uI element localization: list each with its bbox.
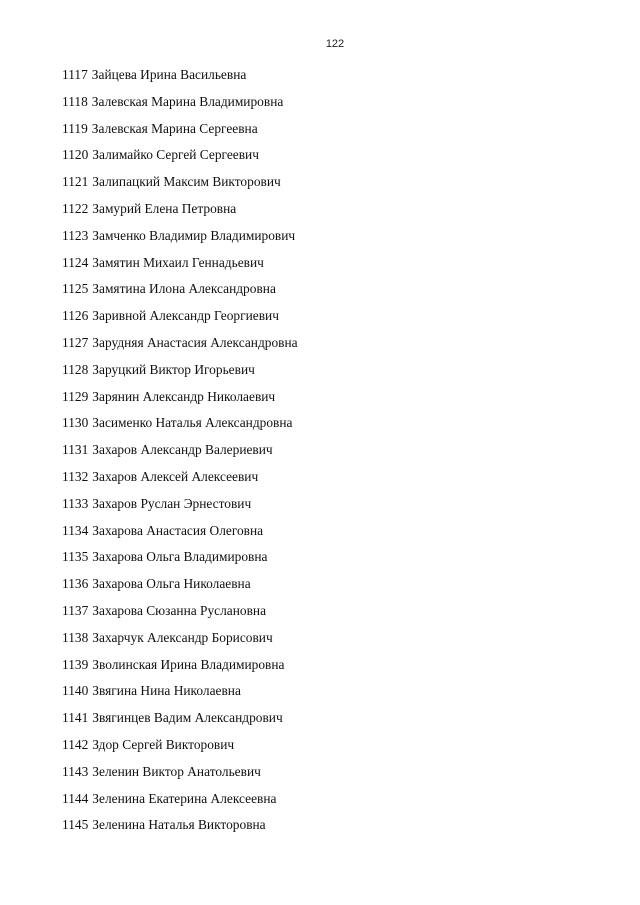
list-item <box>62 573 298 600</box>
entry-name: Захарова Ольга Николаевна <box>92 576 251 592</box>
list-item <box>62 359 298 386</box>
entry-number: 1140 <box>62 683 89 699</box>
entry-number: 1127 <box>62 334 89 350</box>
name-list <box>62 64 298 841</box>
entry-number: 1134 <box>62 522 89 538</box>
list-item <box>62 91 298 118</box>
list-item <box>62 278 298 305</box>
entry-name: Захаров Александр Валериевич <box>92 442 273 458</box>
entry-name: Залевская Марина Сергеевна <box>91 120 258 136</box>
list-item <box>62 546 298 573</box>
entry-number: 1133 <box>62 495 89 511</box>
list-item <box>62 118 298 145</box>
list-item <box>62 412 298 439</box>
list-item <box>62 64 298 91</box>
entry-name: Замятин Михаил Геннадьевич <box>92 254 264 270</box>
entry-number: 1131 <box>62 442 89 458</box>
entry-name: Здор Сергей Викторович <box>92 736 235 752</box>
entry-name: Залипацкий Максим Викторович <box>92 174 281 190</box>
list-item <box>62 520 298 547</box>
entry-name: Захарова Ольга Владимировна <box>92 549 268 565</box>
entry-name: Звягинцев Вадим Александрович <box>92 710 283 726</box>
list-item <box>62 466 298 493</box>
entry-number: 1139 <box>62 656 89 672</box>
entry-name: Зарудняя Анастасия Александровна <box>92 334 298 350</box>
entry-number: 1126 <box>62 308 89 324</box>
entry-number: 1130 <box>62 415 89 431</box>
list-item <box>62 761 298 788</box>
entry-number: 1142 <box>62 736 89 752</box>
entry-name: Звягина Нина Николаевна <box>92 683 241 699</box>
entry-name: Замченко Владимир Владимирович <box>92 227 296 243</box>
entry-number: 1129 <box>62 388 89 404</box>
list-item <box>62 144 298 171</box>
page-number: 122 <box>325 38 345 50</box>
entry-name: Засименко Наталья Александровна <box>92 415 293 431</box>
list-item <box>62 305 298 332</box>
entry-number: 1132 <box>62 468 89 484</box>
entry-number: 1136 <box>62 576 89 592</box>
entry-number: 1121 <box>62 174 89 190</box>
entry-name: Захаров Алексей Алексеевич <box>92 468 259 484</box>
entry-name: Захарова Анастасия Олеговна <box>92 522 264 538</box>
entry-number: 1123 <box>62 227 89 243</box>
list-item <box>62 734 298 761</box>
entry-number: 1125 <box>62 281 89 297</box>
list-item <box>62 332 298 359</box>
entry-name: Зеленина Наталья Викторовна <box>92 817 266 833</box>
entry-number: 1119 <box>62 120 88 136</box>
list-item <box>62 439 298 466</box>
entry-name: Зеленин Виктор Анатольевич <box>92 763 261 779</box>
entry-number: 1124 <box>62 254 89 270</box>
list-item <box>62 627 298 654</box>
entry-number: 1144 <box>62 790 89 806</box>
entry-name: Зарянин Александр Николаевич <box>92 388 276 404</box>
entry-name: Зволинская Ирина Владимировна <box>92 656 285 672</box>
list-item <box>62 654 298 681</box>
entry-number: 1128 <box>62 361 89 377</box>
entry-name: Залимайко Сергей Сергеевич <box>92 147 259 163</box>
entry-name: Захарова Сюзанна Руслановна <box>92 602 267 618</box>
list-item <box>62 252 298 279</box>
list-item <box>62 707 298 734</box>
list-item <box>62 198 298 225</box>
entry-number: 1145 <box>62 817 89 833</box>
list-item <box>62 386 298 413</box>
entry-name: Зайцева Ирина Васильевна <box>91 67 247 82</box>
entry-name: Зеленина Екатерина Алексеевна <box>92 790 277 806</box>
entry-name: Заруцкий Виктор Игорьевич <box>92 361 255 377</box>
list-item <box>62 680 298 707</box>
list-item <box>62 171 298 198</box>
list-item <box>62 493 298 520</box>
list-item <box>62 225 298 252</box>
entry-number: 1141 <box>62 710 89 726</box>
entry-number: 1143 <box>62 763 89 779</box>
entry-name: Заривной Александр Георгиевич <box>92 308 279 324</box>
list-item <box>62 788 298 815</box>
entry-name: Залевская Марина Владимировна <box>91 93 284 109</box>
entry-number: 1120 <box>62 147 89 163</box>
list-item <box>62 814 298 841</box>
entry-number: 1118 <box>62 93 88 109</box>
entry-number: 1137 <box>62 602 89 618</box>
entry-name: Замятина Илона Александровна <box>92 281 276 297</box>
entry-name: Захаров Руслан Эрнестович <box>92 495 252 511</box>
entry-name: Захарчук Александр Борисович <box>92 629 273 645</box>
entry-number: 1117 <box>62 67 88 82</box>
entry-number: 1122 <box>62 200 89 216</box>
list-item <box>62 600 298 627</box>
entry-name: Замурий Елена Петровна <box>92 200 237 216</box>
entry-number: 1138 <box>62 629 89 645</box>
entry-number: 1135 <box>62 549 89 565</box>
